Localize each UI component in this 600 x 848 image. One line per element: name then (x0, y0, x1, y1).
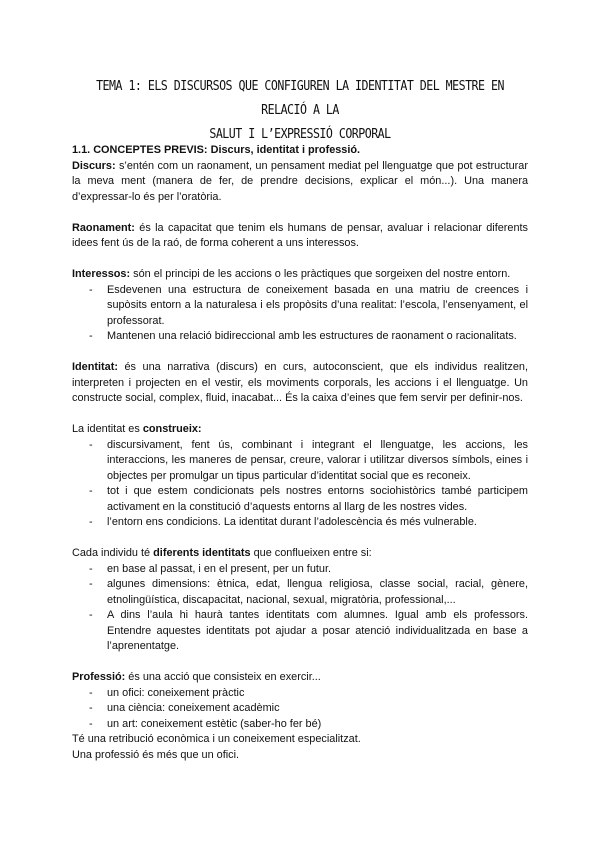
list-interessos (72, 283, 528, 345)
list-item: - en base al passat, i en el present, per un futur. (72, 562, 528, 578)
list-diferents-identitats (72, 562, 528, 655)
paragraph-interessos: Interessos: són el principi de les accions o les pràctiques que sorgeixen del nostre entorn. (72, 268, 511, 280)
list-item: - Esdevenen una estructura de coneixement basada en una matriu de creences i supòsits entorn a la naturalesa i els propòsits d’una realitat: l’escola, l’ensenyament, el professorat. (72, 283, 528, 330)
paragraph-diferents-identitats: Cada individu té diferents identitats que conflueixen entre si: (72, 547, 372, 559)
paragraph-raonament: Raonament: és la capacitat que tenim els humans de pensar, avaluar i relacionar diferents idees fent ús de la raó, de forma coherent a uns interessos. (72, 221, 528, 249)
paragraph-identitat: Identitat: és una narrativa (discurs) en curs, autoconscient, que els individus realitzen, interpreten i projecten en el vestir, els moviments corporals, les accions i el llenguatge. Un constructe social, complex, fluid, inacabat... És la caixa d’eines que fem servir per definir-nos. (72, 361, 528, 404)
document-body (72, 143, 528, 763)
term-raonament: Raonament: (72, 221, 135, 234)
paragraph-construeix: La identitat es construeix: (72, 423, 202, 435)
list-item: - Mantenen una relació bidireccional amb les estructures de raonament o racionalitats. (72, 329, 528, 345)
term-identitat: Identitat: (72, 361, 118, 373)
section-heading: 1.1. CONCEPTES PREVIS: Discurs, identitat i professió. (72, 144, 361, 156)
document-title (94, 74, 507, 146)
list-item: - algunes dimensions: ètnica, edat, llengua religiosa, classe social, racial, gènere, etnolingüística, discapacitat, nacional, sexual, migratòria, professional,... (72, 577, 528, 608)
list-construeix (72, 438, 528, 531)
paragraph-discurs: Discurs: s’entén com un raonament, un pensament mediat pel llenguatge que pot estructurar la meva ment (manera de fer, de prendre decisions, explicar el món...). Una manera d’expressar-lo és per l’oratòria. (72, 159, 528, 203)
professio-retribucio: Té una retribució econòmica i un coneixement especialitzat. (72, 733, 361, 745)
term-discurs: Discurs: (72, 159, 116, 172)
professio-ofici: Una professió és més que un ofici. (72, 748, 240, 761)
list-item: - un ofici: coneixement pràctic (72, 686, 528, 702)
term-professio: Professió: (72, 671, 126, 683)
list-item: - l’entorn ens condicions. La identitat durant l’adolescència és més vulnerable. (72, 515, 528, 531)
list-item: - un art: coneixement estètic (saber-ho fer bé) (72, 717, 528, 733)
list-item: - A dins l’aula hi haurà tantes identitats com alumnes. Igual amb els professors. Entendre aquestes identitats pot ajudar a posar atenció individualitzada en base a l’aprenentatge. (72, 608, 528, 655)
list-item: - una ciència: coneixement acadèmic (72, 701, 528, 717)
term-diferents-identitats: diferents identitats (153, 547, 251, 559)
list-item: - tot i que estem condicionats pels nostres entorns sociohistòrics també participem activament en la constitució d’aquests entorns al llarg de les nostres vides. (72, 484, 528, 515)
title-line-1: TEMA 1: ELS DISCURSOS QUE CONFIGUREN LA IDENTITAT DEL MESTRE EN RELACIÓ A LA (96, 78, 504, 118)
title-line-2: SALUT I L’EXPRESSIÓ CORPORAL (209, 126, 391, 142)
list-item: - discursivament, fent ús, combinant i integrant el llenguatge, les accions, les interaccions, les maneres de pensar, creure, valorar i utilitzar diversos símbols, eines i objectes per promulgar un tipus particular d’identitat social que es reconeix. (72, 438, 528, 485)
term-interessos: Interessos: (72, 268, 131, 280)
term-construeix: construeix: (142, 423, 202, 435)
paragraph-professio: Professió: és una acció que consisteix en exercir... (72, 671, 321, 683)
list-professio (72, 686, 528, 733)
